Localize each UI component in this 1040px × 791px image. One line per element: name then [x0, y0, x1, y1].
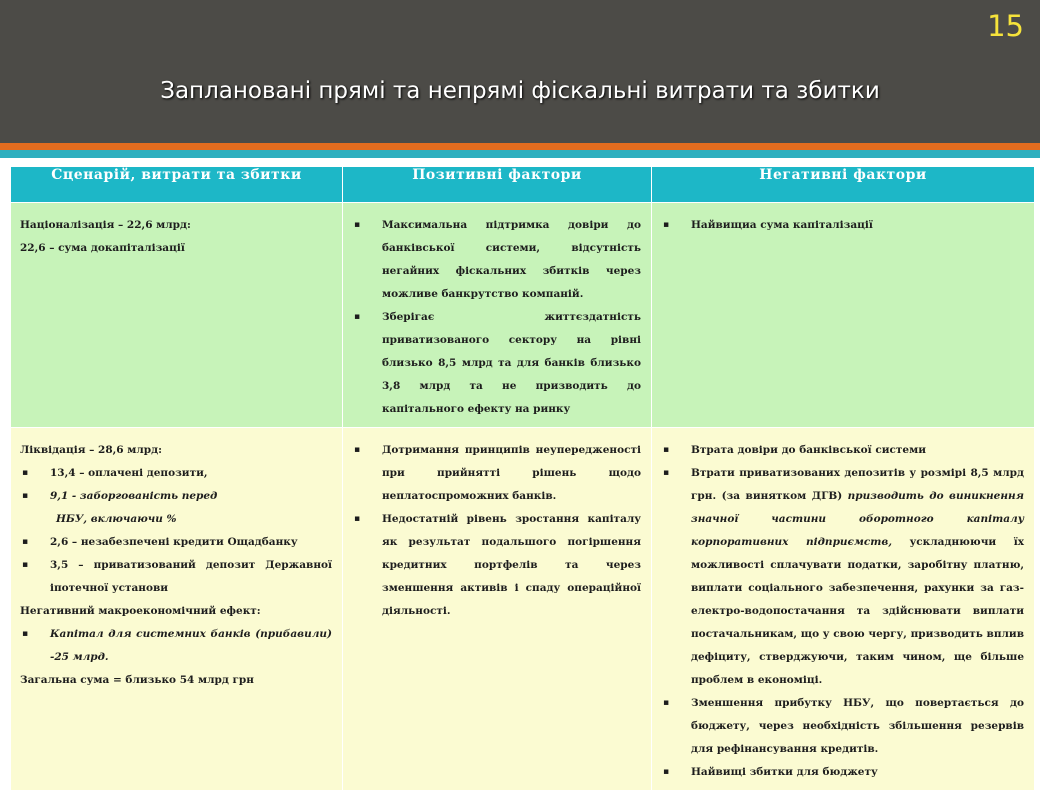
- list-item: ▪ Максимальна підтримка довіри до банківської системи, відсутність негайних фіскальних збитків через можливе банкрутство компаній.: [352, 214, 641, 306]
- list-item: ▪ Зберігає життєздатність приватизованого сектору на рівні близько 8,5 млрд та для банків близько 3,8 млрд та не призводить до капітального ефекту на ринку: [352, 306, 641, 421]
- list-item: ▪ Найвищі збитки для бюджету: [661, 761, 1024, 784]
- list-item: ▪ 2,6 – незабезпечені кредити Ощадбанку: [20, 531, 332, 554]
- list-item: ▪ 9,1 - заборгованість перед: [20, 485, 332, 508]
- list-item: ▪ 3,5 – приватизований депозит Державної іпотечної установи: [20, 554, 332, 600]
- cell-positive: [343, 428, 652, 791]
- scenario-title: Ліквідація – 28,6 млрд:: [20, 444, 162, 456]
- cell-negative: [652, 428, 1035, 791]
- header-scenario: Сценарій, витрати та збитки: [11, 167, 343, 203]
- teal-stripe: [0, 150, 1040, 158]
- header-negative: Негативні фактори: [652, 167, 1035, 203]
- cell-scenario: [11, 428, 343, 791]
- macro-effect-title: Негативний макроекономічний ефект:: [20, 605, 261, 617]
- cell-positive: [343, 203, 652, 428]
- factors-table: [10, 166, 1035, 791]
- text-italic: призводить до виникнення значної частини оборотного капіталу корпоративних підприємств,: [691, 490, 1024, 548]
- text-rest: ускладнюючи їх можливості сплачувати податки, заробітну платню, виплати соціального забезпечення, рахунки за газ-електро-водопостачання та здійснювати виплати постачальникам, що у свою чергу, призводить вплив дефіциту, стверджуючи, таким чином, ще більше проблем в економіці.: [691, 536, 1025, 686]
- header-positive: Позитивні фактори: [343, 167, 652, 203]
- list-item: ▪ Втрата довіри до банківської системи: [661, 439, 1024, 462]
- total-amount: Загальна сума = близько 54 млрд грн: [20, 674, 254, 686]
- list-item: [661, 462, 1024, 692]
- list-item: ▪ 13,4 – оплачені депозити,: [20, 462, 332, 485]
- slide-number: 15: [987, 9, 1024, 43]
- table-header-row: [11, 167, 1035, 203]
- list-item-continuation: НБУ, включаючи %: [56, 513, 177, 525]
- table-row-nationalization: [11, 203, 1035, 428]
- list-item: ▪ Найвищиа сума капіталізації: [661, 214, 1024, 237]
- text-bold: Втрати приватизованих депозитів у розмірі 8,5 млрд грн. (за винятком ДГВ): [691, 467, 1024, 502]
- list-item: ▪ Капітал для системних банків (прибавили) -25 млрд.: [20, 623, 332, 669]
- orange-stripe: [0, 143, 1040, 150]
- list-item: ▪ Зменшення прибутку НБУ, що повертається до бюджету, через необхідність збільшення резервів для рефінансування кредитів.: [661, 692, 1024, 761]
- slide-title: Заплановані прямі та непрямі фіскальні витрати та збитки: [160, 78, 880, 104]
- list-item: ▪ Дотримання принципів неупередженості при прийнятті рішень щодо неплатоспроможних банків.: [352, 439, 641, 508]
- scenario-title: Націоналізація – 22,6 млрд:: [20, 219, 191, 231]
- table-row-liquidation: [11, 428, 1035, 791]
- slide-header: [0, 0, 1040, 143]
- cell-scenario: [11, 203, 343, 428]
- scenario-line: 22,6 – сума докапіталізації: [20, 242, 185, 254]
- cell-negative: [652, 203, 1035, 428]
- list-item: ▪ Недостатній рівень зростання капіталу як результат подальшого погіршення кредитних портфелів та через зменшення активів і спаду операційної діяльності.: [352, 508, 641, 623]
